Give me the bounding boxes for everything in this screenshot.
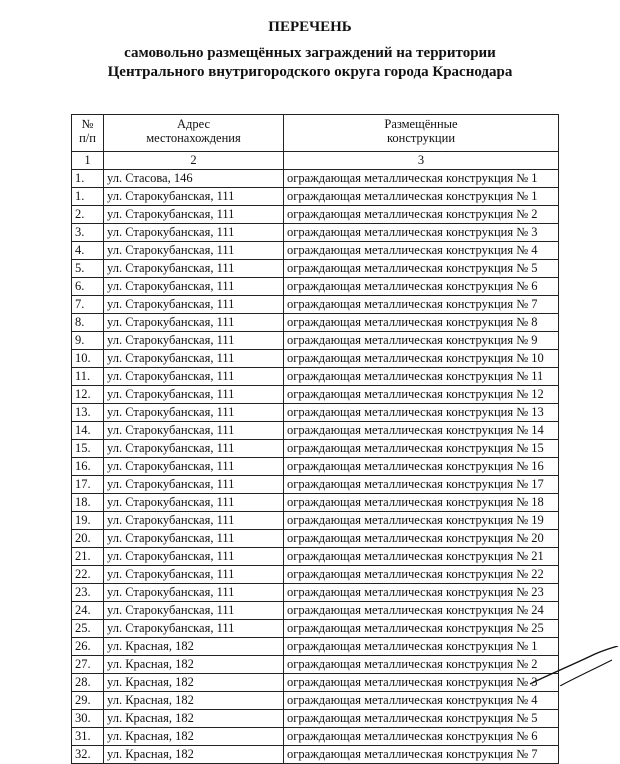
row-construction: ограждающая металлическая конструкция № 7 xyxy=(284,746,559,764)
document-subtitle-line1: самовольно размещённых заграждений на территории xyxy=(124,45,496,61)
table-row xyxy=(72,548,559,566)
row-construction: ограждающая металлическая конструкция № 25 xyxy=(284,620,559,638)
row-construction: ограждающая металлическая конструкция № 21 xyxy=(284,548,559,566)
row-address: ул. Красная, 182 xyxy=(104,710,284,728)
row-construction: ограждающая металлическая конструкция № 22 xyxy=(284,566,559,584)
row-address: ул. Старокубанская, 111 xyxy=(104,278,284,296)
row-address: ул. Красная, 182 xyxy=(104,728,284,746)
table-row xyxy=(72,368,559,386)
row-address: ул. Старокубанская, 111 xyxy=(104,422,284,440)
row-address: ул. Старокубанская, 111 xyxy=(104,476,284,494)
row-number: 14. xyxy=(72,422,104,440)
row-construction: ограждающая металлическая конструкция № 9 xyxy=(284,332,559,350)
table-row xyxy=(72,224,559,242)
row-address: ул. Старокубанская, 111 xyxy=(104,620,284,638)
document-subtitle-line2: Центрального внутригородского округа города Краснодара xyxy=(107,64,513,80)
row-construction: ограждающая металлическая конструкция № 6 xyxy=(284,278,559,296)
row-construction: ограждающая металлическая конструкция № 3 xyxy=(284,224,559,242)
row-number: 19. xyxy=(72,512,104,530)
row-construction: ограждающая металлическая конструкция № 14 xyxy=(284,422,559,440)
row-construction: ограждающая металлическая конструкция № 17 xyxy=(284,476,559,494)
table-row xyxy=(72,458,559,476)
header-number-line1: № xyxy=(81,117,94,131)
table-row xyxy=(72,278,559,296)
row-number: 11. xyxy=(72,368,104,386)
row-number: 17. xyxy=(72,476,104,494)
table-row xyxy=(72,170,559,188)
row-number: 20. xyxy=(72,530,104,548)
row-address: ул. Старокубанская, 111 xyxy=(104,548,284,566)
row-address: ул. Старокубанская, 111 xyxy=(104,242,284,260)
row-address: ул. Старокубанская, 111 xyxy=(104,332,284,350)
row-address: ул. Старокубанская, 111 xyxy=(104,296,284,314)
table-row xyxy=(72,188,559,206)
row-address: ул. Красная, 182 xyxy=(104,692,284,710)
row-number: 29. xyxy=(72,692,104,710)
row-address: ул. Красная, 182 xyxy=(104,656,284,674)
header-constructions xyxy=(284,115,559,152)
table-row xyxy=(72,692,559,710)
table-row xyxy=(72,710,559,728)
table-row xyxy=(72,386,559,404)
row-construction: ограждающая металлическая конструкция № 3 xyxy=(284,674,559,692)
row-address: ул. Старокубанская, 111 xyxy=(104,224,284,242)
row-construction: ограждающая металлическая конструкция № 1 xyxy=(284,638,559,656)
row-number: 6. xyxy=(72,278,104,296)
row-construction: ограждающая металлическая конструкция № 4 xyxy=(284,692,559,710)
table-row xyxy=(72,512,559,530)
row-number: 3. xyxy=(72,224,104,242)
signature-icon xyxy=(500,646,620,686)
row-construction: ограждающая металлическая конструкция № 16 xyxy=(284,458,559,476)
row-address: ул. Старокубанская, 111 xyxy=(104,494,284,512)
table-row xyxy=(72,350,559,368)
table-row xyxy=(72,728,559,746)
row-number: 31. xyxy=(72,728,104,746)
row-construction: ограждающая металлическая конструкция № 23 xyxy=(284,584,559,602)
row-number: 9. xyxy=(72,332,104,350)
row-address: ул. Старокубанская, 111 xyxy=(104,188,284,206)
row-number: 2. xyxy=(72,206,104,224)
row-construction: ограждающая металлическая конструкция № 15 xyxy=(284,440,559,458)
row-address: ул. Красная, 182 xyxy=(104,674,284,692)
row-number: 4. xyxy=(72,242,104,260)
column-number-3: 3 xyxy=(284,152,559,170)
header-number xyxy=(72,115,104,152)
column-numbers-row xyxy=(72,152,559,170)
table-row xyxy=(72,314,559,332)
row-construction: ограждающая металлическая конструкция № 1 xyxy=(284,170,559,188)
row-construction: ограждающая металлическая конструкция № 5 xyxy=(284,260,559,278)
table-row xyxy=(72,530,559,548)
row-number: 26. xyxy=(72,638,104,656)
table-header-row xyxy=(72,115,559,152)
header-address xyxy=(104,115,284,152)
table-row xyxy=(72,746,559,764)
table-row xyxy=(72,476,559,494)
table-row xyxy=(72,566,559,584)
table-row xyxy=(72,260,559,278)
row-construction: ограждающая металлическая конструкция № 19 xyxy=(284,512,559,530)
table-row xyxy=(72,494,559,512)
row-number: 10. xyxy=(72,350,104,368)
row-construction: ограждающая металлическая конструкция № 7 xyxy=(284,296,559,314)
table-row xyxy=(72,602,559,620)
table-row xyxy=(72,404,559,422)
row-address: ул. Старокубанская, 111 xyxy=(104,584,284,602)
row-address: ул. Старокубанская, 111 xyxy=(104,368,284,386)
row-construction: ограждающая металлическая конструкция № 4 xyxy=(284,242,559,260)
row-number: 16. xyxy=(72,458,104,476)
row-construction: ограждающая металлическая конструкция № 5 xyxy=(284,710,559,728)
row-address: ул. Стасова, 146 xyxy=(104,170,284,188)
row-address: ул. Красная, 182 xyxy=(104,746,284,764)
table-row xyxy=(72,296,559,314)
row-address: ул. Старокубанская, 111 xyxy=(104,260,284,278)
row-address: ул. Старокубанская, 111 xyxy=(104,350,284,368)
row-number: 7. xyxy=(72,296,104,314)
row-number: 12. xyxy=(72,386,104,404)
table-row xyxy=(72,332,559,350)
table-row xyxy=(72,440,559,458)
row-address: ул. Старокубанская, 111 xyxy=(104,512,284,530)
table-row xyxy=(72,674,559,692)
row-number: 1. xyxy=(72,170,104,188)
row-construction: ограждающая металлическая конструкция № 12 xyxy=(284,386,559,404)
header-address-line2: местонахождения xyxy=(146,131,241,145)
row-number: 30. xyxy=(72,710,104,728)
row-number: 21. xyxy=(72,548,104,566)
row-number: 22. xyxy=(72,566,104,584)
row-address: ул. Старокубанская, 111 xyxy=(104,530,284,548)
row-number: 27. xyxy=(72,656,104,674)
row-construction: ограждающая металлическая конструкция № 2 xyxy=(284,206,559,224)
table-row xyxy=(72,242,559,260)
row-address: ул. Старокубанская, 111 xyxy=(104,386,284,404)
row-number: 8. xyxy=(72,314,104,332)
row-number: 5. xyxy=(72,260,104,278)
table-row xyxy=(72,206,559,224)
row-construction: ограждающая металлическая конструкция № 8 xyxy=(284,314,559,332)
table-row xyxy=(72,422,559,440)
header-address-line1: Адрес xyxy=(176,117,211,131)
row-construction: ограждающая металлическая конструкция № 2 xyxy=(284,656,559,674)
row-address: ул. Старокубанская, 111 xyxy=(104,404,284,422)
row-construction: ограждающая металлическая конструкция № 1 xyxy=(284,188,559,206)
header-number-line2: п/п xyxy=(79,131,96,145)
row-number: 32. xyxy=(72,746,104,764)
row-address: ул. Старокубанская, 111 xyxy=(104,602,284,620)
table-row xyxy=(72,638,559,656)
row-construction: ограждающая металлическая конструкция № 11 xyxy=(284,368,559,386)
table-row xyxy=(72,584,559,602)
row-number: 18. xyxy=(72,494,104,512)
table-row xyxy=(72,620,559,638)
row-construction: ограждающая металлическая конструкция № 24 xyxy=(284,602,559,620)
document-title: ПЕРЕЧЕНЬ xyxy=(268,19,352,35)
row-number: 13. xyxy=(72,404,104,422)
row-number: 28. xyxy=(72,674,104,692)
row-construction: ограждающая металлическая конструкция № 6 xyxy=(284,728,559,746)
row-construction: ограждающая металлическая конструкция № 20 xyxy=(284,530,559,548)
row-number: 25. xyxy=(72,620,104,638)
constructions-table xyxy=(71,114,559,764)
table-row xyxy=(72,656,559,674)
row-number: 15. xyxy=(72,440,104,458)
row-address: ул. Старокубанская, 111 xyxy=(104,458,284,476)
column-number-1: 1 xyxy=(72,152,104,170)
row-construction: ограждающая металлическая конструкция № 18 xyxy=(284,494,559,512)
row-construction: ограждающая металлическая конструкция № 13 xyxy=(284,404,559,422)
row-address: ул. Старокубанская, 111 xyxy=(104,206,284,224)
row-address: ул. Старокубанская, 111 xyxy=(104,314,284,332)
row-address: ул. Старокубанская, 111 xyxy=(104,440,284,458)
row-number: 1. xyxy=(72,188,104,206)
row-address: ул. Красная, 182 xyxy=(104,638,284,656)
header-constructions-line1: Размещённые xyxy=(384,117,458,131)
row-construction: ограждающая металлическая конструкция № 10 xyxy=(284,350,559,368)
column-number-2: 2 xyxy=(104,152,284,170)
row-number: 23. xyxy=(72,584,104,602)
row-number: 24. xyxy=(72,602,104,620)
row-address: ул. Старокубанская, 111 xyxy=(104,566,284,584)
header-constructions-line2: конструкции xyxy=(386,131,456,145)
